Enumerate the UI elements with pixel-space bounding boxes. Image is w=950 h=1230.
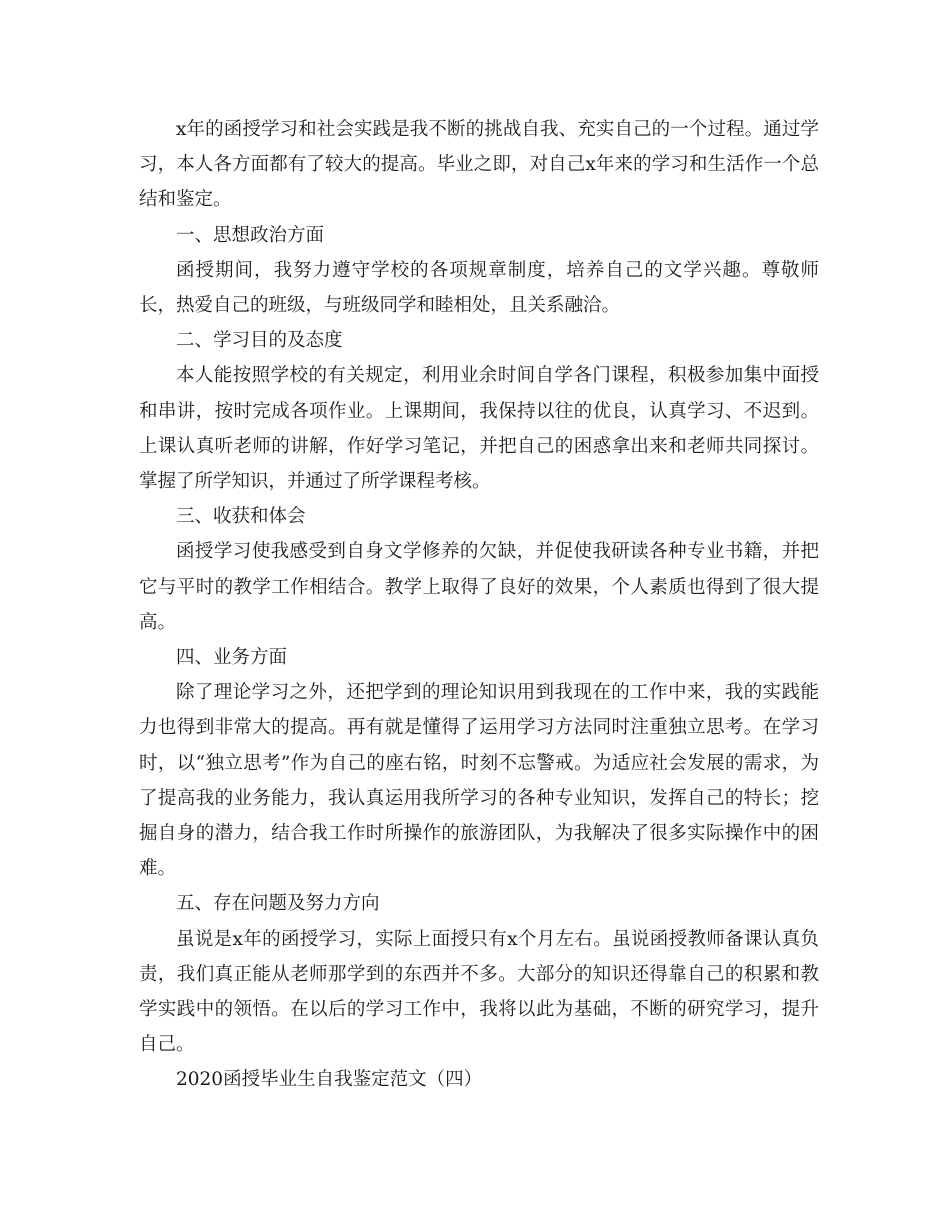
section-heading-political: 一、思想政治方面 [176, 224, 325, 246]
next-article-title: 2020函授毕业生自我鉴定范文（四） [176, 1069, 483, 1091]
section-heading-business: 四、业务方面 [176, 647, 288, 669]
section-heading-problems: 五、存在问题及努力方向 [176, 893, 380, 915]
document-body [139, 112, 819, 1098]
section-heading-study-attitude: 二、学习目的及态度 [176, 330, 343, 352]
study-attitude-paragraph: 本人能按照学校的有关规定，利用业余时间自学各门课程，积极参加集中面授和串讲，按时完成各项作业。上课期间，我保持以往的优良，认真学习、不迟到。上课认真听老师的讲解，作好学习笔记，并把自己的困惑拿出来和老师共同探讨。掌握了所学知识，并通过了所学课程考核。 [139, 365, 819, 493]
business-paragraph: 除了理论学习之外，还把学到的理论知识用到我现在的工作中来，我的实践能力也得到非常大的提高。再有就是懂得了运用学习方法同时注重独立思考。在学习时，以“独立思考”作为自己的座右铭，时刻不忘警戒。为适应社会发展的需求，为了提高我的业务能力，我认真运用我所学习的各种专业知识，发挥自己的特长；挖掘自身的潜力，结合我工作时所操作的旅游团队，为我解决了很多实际操作中的困难。 [139, 682, 819, 880]
problems-paragraph: 虽说是x年的函授学习，实际上面授只有x个月左右。虽说函授教师备课认真负责，我们真正能从老师那学到的东西并不多。大部分的知识还得靠自己的积累和教学实践中的领悟。在以后的学习工作中，我将以此为基础，不断的研究学习，提升自己。 [139, 928, 819, 1056]
gains-paragraph: 函授学习使我感受到自身文学修养的欠缺，并促使我研读各种专业书籍，并把它与平时的教学工作相结合。教学上取得了良好的效果，个人素质也得到了很大提高。 [139, 541, 819, 633]
section-heading-gains: 三、收获和体会 [176, 506, 306, 528]
intro-paragraph: x年的函授学习和社会实践是我不断的挑战自我、充实自己的一个过程。通过学习，本人各方面都有了较大的提高。毕业之即，对自己x年来的学习和生活作一个总结和鉴定。 [139, 119, 819, 211]
political-paragraph: 函授期间，我努力遵守学校的各项规章制度，培养自己的文学兴趣。尊敬师长，热爱自己的班级，与班级同学和睦相处，且关系融洽。 [139, 259, 819, 317]
